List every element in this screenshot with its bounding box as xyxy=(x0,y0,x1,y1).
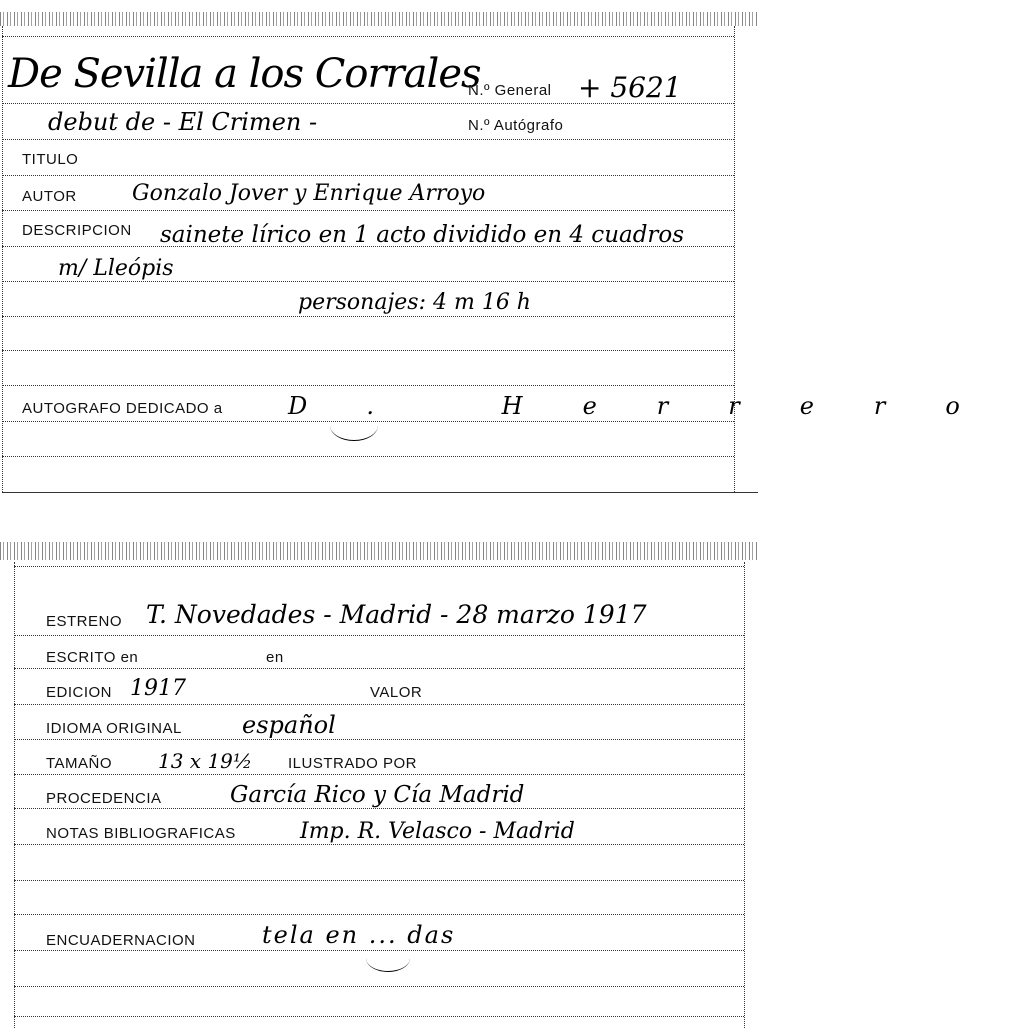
escrito-en-label: en xyxy=(266,649,284,666)
notas-value: Imp. R. Velasco - Madrid xyxy=(300,819,575,844)
rule xyxy=(2,350,734,351)
estreno-value: T. Novedades - Madrid - 28 marzo 1917 xyxy=(146,600,647,629)
card-right-edge xyxy=(734,26,737,492)
rule xyxy=(2,175,734,176)
card-left-edge xyxy=(14,562,17,1028)
edicion-label: EDICION xyxy=(46,684,113,701)
valor-label: VALOR xyxy=(370,684,423,701)
personajes-value: personajes: 4 m 16 h xyxy=(298,290,531,315)
tamano-value: 13 x 19½ xyxy=(158,749,253,773)
rule xyxy=(14,635,744,636)
scan-noise-top xyxy=(0,542,759,560)
dedicado-label: AUTOGRAFO DEDICADO a xyxy=(22,400,223,417)
signature-stroke xyxy=(330,410,378,441)
notas-label: NOTAS BIBLIOGRAFICAS xyxy=(46,825,236,842)
rule xyxy=(14,880,744,881)
idioma-value: español xyxy=(242,711,336,739)
rule xyxy=(2,316,734,317)
rule xyxy=(14,914,744,915)
procedencia-label: PROCEDENCIA xyxy=(46,790,162,807)
procedencia-value: García Rico y Cía Madrid xyxy=(230,782,525,808)
escrito-label: ESCRITO en xyxy=(46,649,139,666)
tamano-label: TAMAÑO xyxy=(46,755,113,772)
rule xyxy=(14,844,744,845)
rule xyxy=(14,739,744,740)
catalog-card-bottom xyxy=(0,540,759,1028)
descripcion-label: DESCRIPCION xyxy=(22,222,132,239)
encuadernacion-value: tela en ... das xyxy=(262,921,456,949)
descripcion-value: sainete lírico en 1 acto dividido en 4 cuadros xyxy=(160,222,685,248)
signature-stroke xyxy=(366,945,410,972)
descripcion-value-2: m/ Lleópis xyxy=(58,256,174,281)
rule xyxy=(2,139,734,140)
rule xyxy=(2,456,734,457)
rule xyxy=(2,492,758,493)
rule xyxy=(2,210,734,211)
rule xyxy=(14,1016,744,1017)
titulo-label: TITULO xyxy=(22,151,79,168)
rule xyxy=(14,668,744,669)
rule xyxy=(14,566,744,567)
general-number-value: + 5621 xyxy=(578,71,682,104)
rule xyxy=(14,774,744,775)
handwritten-title: De Sevilla a los Corrales xyxy=(8,51,481,97)
card-right-edge xyxy=(744,562,747,1028)
rule xyxy=(2,385,734,386)
general-number-label: N.º General xyxy=(468,82,552,99)
rule xyxy=(14,986,744,987)
scan-noise-top xyxy=(0,12,759,26)
rule xyxy=(14,704,744,705)
rule xyxy=(2,281,734,282)
idioma-label: IDIOMA ORIGINAL xyxy=(46,720,182,737)
edicion-value: 1917 xyxy=(130,676,186,701)
rule xyxy=(2,36,734,37)
ilustrado-label: ILUSTRADO POR xyxy=(288,755,418,772)
dedicado-value: D. Herrero xyxy=(288,392,1020,420)
encuadernacion-label: ENCUADERNACION xyxy=(46,932,196,949)
estreno-label: ESTRENO xyxy=(46,613,123,630)
autor-label: AUTOR xyxy=(22,188,77,205)
catalog-card-top xyxy=(0,0,1020,495)
rule xyxy=(14,808,744,809)
card-left-edge xyxy=(2,26,5,492)
autograph-number-label: N.º Autógrafo xyxy=(468,117,564,134)
autor-value: Gonzalo Jover y Enrique Arroyo xyxy=(132,181,486,206)
handwritten-subtitle: debut de - El Crimen - xyxy=(48,108,318,136)
